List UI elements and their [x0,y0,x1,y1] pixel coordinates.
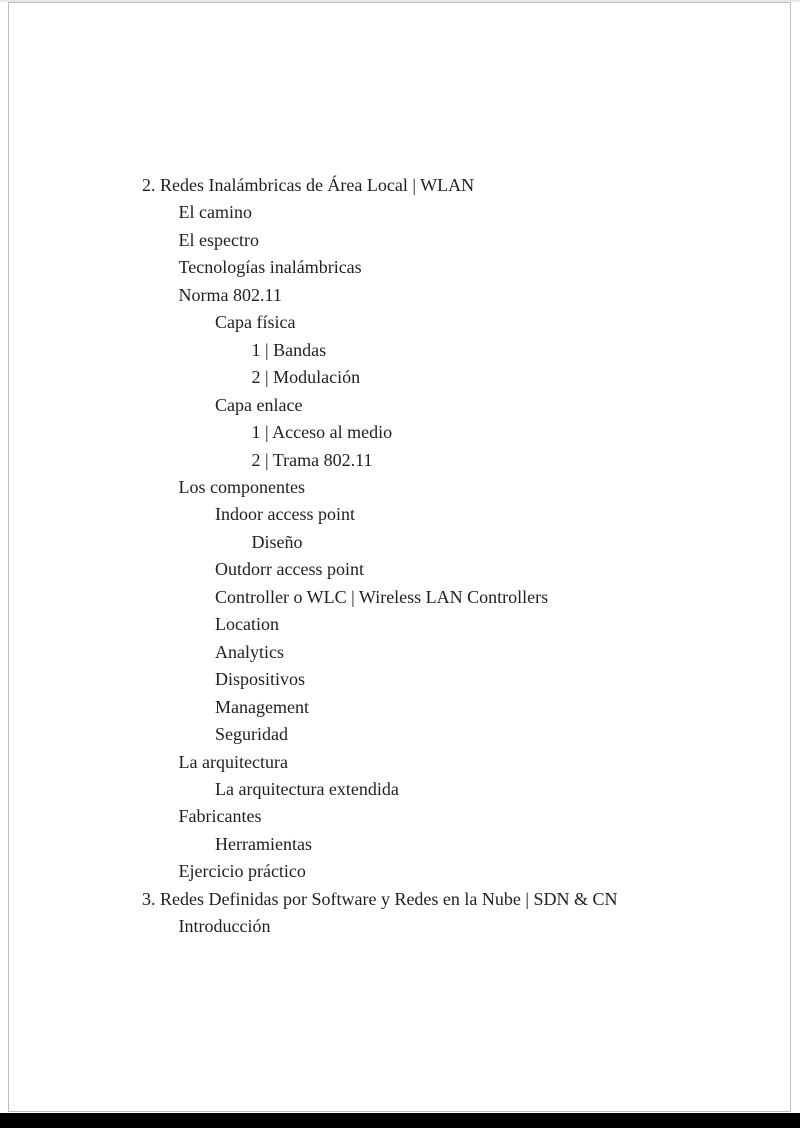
toc-item: 1 | Bandas [251,339,327,360]
toc-item: Tecnologías inalámbricas [178,257,362,278]
toc-item: Herramientas [215,833,312,854]
toc-item: El espectro [178,229,259,250]
toc-item: Seguridad [215,724,288,745]
toc-item: Capa física [215,312,296,333]
toc-item: Los componentes [178,476,305,497]
toc-item: Location [215,614,279,635]
toc-item: La arquitectura [178,751,288,772]
toc-item: Norma 802.11 [178,284,282,305]
toc-item: Ejercicio práctico [178,861,306,882]
toc-item: 1 | Acceso al medio [251,422,393,443]
toc-item: Analytics [215,641,284,662]
toc-item: 3. Redes Definidas por Software y Redes en la Nube | SDN & CN [142,888,618,909]
toc-item: El camino [178,202,252,223]
toc-item: Fabricantes [178,806,262,827]
table-of-contents [142,172,782,941]
toc-item: Introducción [178,916,271,937]
viewer-bottom-bar [0,1113,800,1128]
toc-item: Management [215,696,309,717]
toc-item: 2. Redes Inalámbricas de Área Local | WLAN [142,175,475,195]
document-page [8,2,791,1112]
toc-item: Controller o WLC | Wireless LAN Controllers [215,586,549,607]
toc-item: 2 | Modulación [251,367,361,388]
toc-item: Capa enlace [215,394,303,415]
toc-item: Indoor access point [215,504,355,525]
toc-item: Dispositivos [215,669,306,690]
toc-item: Outdorr access point [215,559,364,580]
toc-item: 2 | Trama 802.11 [251,449,373,470]
toc-item: Diseño [251,531,303,552]
toc-item: La arquitectura extendida [215,778,399,799]
